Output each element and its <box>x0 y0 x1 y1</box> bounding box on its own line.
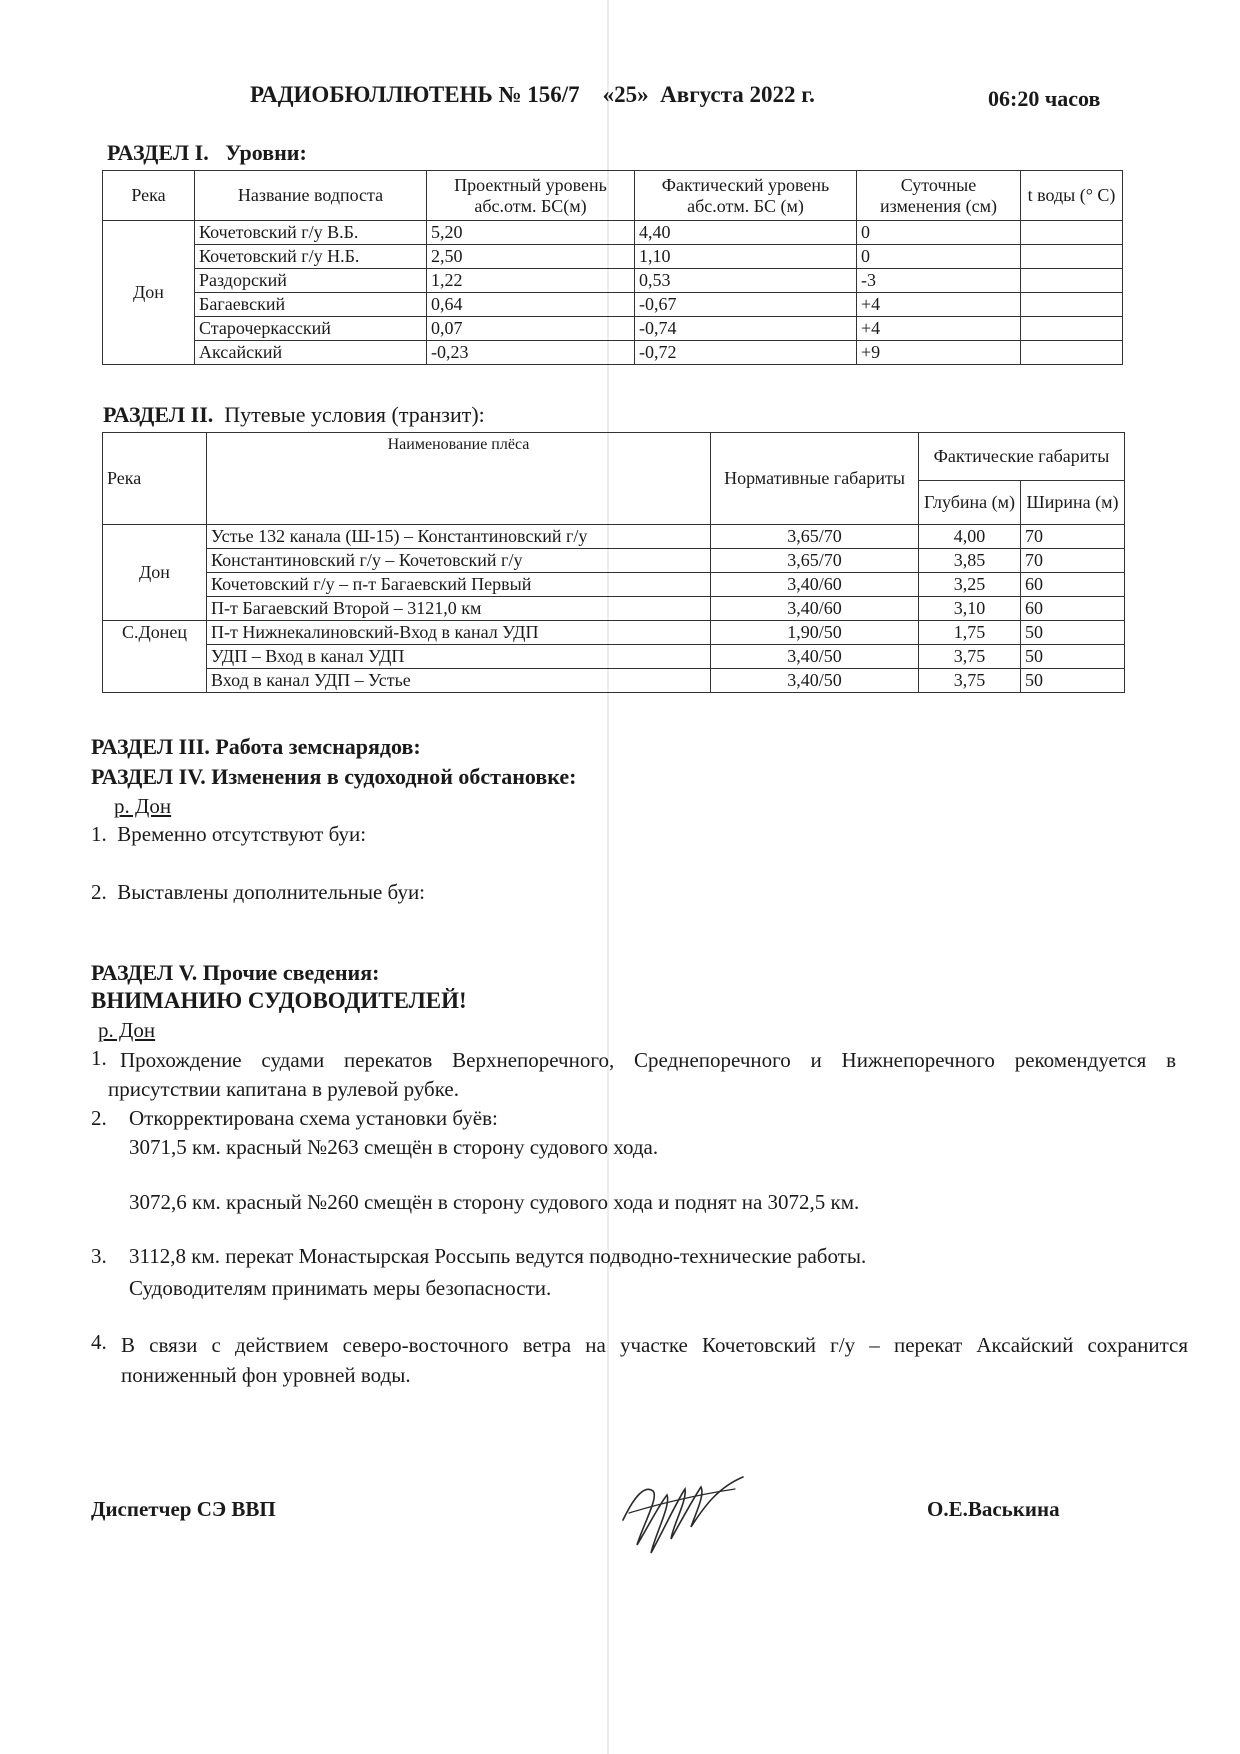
change-cell: -3 <box>857 269 1021 293</box>
table-row <box>103 221 1123 245</box>
norm-cell: 3,65/70 <box>711 525 919 549</box>
col-daily-change: Суточные изменения (см) <box>857 171 1021 221</box>
width-cell: 50 <box>1021 645 1125 669</box>
table-row <box>103 293 1123 317</box>
section2-label: РАЗДЕЛ II. <box>103 402 214 427</box>
col-project-level: Проектный уровень абс.отм. БС(м) <box>427 171 635 221</box>
reach-cell: Вход в канал УДП – Устье <box>207 669 711 693</box>
actual-cell: -0,72 <box>635 341 857 365</box>
temp-cell <box>1021 221 1123 245</box>
width-cell: 70 <box>1021 525 1125 549</box>
section5-heading: РАЗДЕЛ V. Прочие сведения: <box>91 960 380 985</box>
section5-item2-text: Откорректирована схема установки буёв: <box>129 1106 498 1130</box>
post-cell: Багаевский <box>195 293 427 317</box>
section5-river: р. Дон <box>98 1018 156 1042</box>
transit-table <box>102 432 1125 693</box>
col-post-name: Название водпоста <box>195 171 427 221</box>
section5-item4-num: 4. <box>91 1330 107 1354</box>
table-row <box>103 341 1123 365</box>
project-cell: 0,07 <box>427 317 635 341</box>
post-cell: Аксайский <box>195 341 427 365</box>
attention-heading: ВНИМАНИЮ СУДОВОДИТЕЛЕЙ! <box>91 988 467 1013</box>
change-cell: 0 <box>857 245 1021 269</box>
depth-cell: 3,25 <box>919 573 1021 597</box>
section1-title: Уровни: <box>225 140 307 165</box>
reach-cell: Константиновский г/у – Кочетовский г/у <box>207 549 711 573</box>
section5-item3-text: 3112,8 км. перекат Монастырская Россыпь ведутся подводно-технические работы. <box>129 1244 867 1268</box>
norm-cell: 3,40/60 <box>711 597 919 621</box>
table-row <box>103 669 1125 693</box>
reach-cell: Кочетовский г/у – п-т Багаевский Первый <box>207 573 711 597</box>
depth-cell: 1,75 <box>919 621 1021 645</box>
buoy-line-2: 3072,6 км. красный №260 смещён в сторону судового хода и поднят на 3072,5 км. <box>129 1190 860 1214</box>
section3-heading: РАЗДЕЛ III. Работа земснарядов: <box>91 734 421 759</box>
project-cell: -0,23 <box>427 341 635 365</box>
project-cell: 5,20 <box>427 221 635 245</box>
section2-heading <box>103 402 485 428</box>
project-cell: 2,50 <box>427 245 635 269</box>
section1-heading <box>107 140 307 166</box>
section5-item1-text: Прохождение судами перекатов Верхнепоречного, Среднепоречного и Нижнепоречного рекомендуется в присутствии капитана в рулевой рубке. <box>108 1048 1176 1101</box>
section2-title: Путевые условия (транзит): <box>224 402 485 427</box>
section5-item2-num: 2. <box>91 1106 107 1130</box>
river-cell: Дон <box>103 525 207 621</box>
handwritten-signature <box>615 1465 750 1560</box>
width-cell: 50 <box>1021 621 1125 645</box>
bulletin-time: 06:20 часов <box>988 86 1101 111</box>
bulletin-title: РАДИОБЮЛЛЮТЕНЬ № 156/7 «25» Августа 2022 г. <box>250 82 815 107</box>
bulletin-header <box>0 82 1240 118</box>
reach-cell: Устье 132 канала (Ш-15) – Константиновский г/у <box>207 525 711 549</box>
change-cell: +9 <box>857 341 1021 365</box>
project-cell: 0,64 <box>427 293 635 317</box>
col-river: Река <box>103 171 195 221</box>
post-cell: Раздорский <box>195 269 427 293</box>
table-row <box>103 317 1123 341</box>
post-cell: Старочеркасский <box>195 317 427 341</box>
table-row <box>103 645 1125 669</box>
col-river: Река <box>103 433 207 525</box>
post-cell: Кочетовский г/у Н.Б. <box>195 245 427 269</box>
reach-cell: УДП – Вход в канал УДП <box>207 645 711 669</box>
depth-cell: 3,75 <box>919 645 1021 669</box>
actual-cell: -0,67 <box>635 293 857 317</box>
table-row <box>103 525 1125 549</box>
col-width: Ширина (м) <box>1021 481 1125 525</box>
width-cell: 50 <box>1021 669 1125 693</box>
change-cell: +4 <box>857 317 1021 341</box>
section4-heading: РАЗДЕЛ IV. Изменения в судоходной обстановке: <box>91 764 577 789</box>
actual-cell: -0,74 <box>635 317 857 341</box>
norm-cell: 1,90/50 <box>711 621 919 645</box>
dispatcher-name: О.Е.Васькина <box>927 1497 1060 1521</box>
col-reach: Наименование плёса <box>207 433 711 525</box>
norm-cell: 3,40/50 <box>711 645 919 669</box>
river-cell: Дон <box>103 221 195 365</box>
table-row <box>103 245 1123 269</box>
temp-cell <box>1021 269 1123 293</box>
reach-cell: П-т Нижнекалиновский-Вход в канал УДП <box>207 621 711 645</box>
actual-cell: 4,40 <box>635 221 857 245</box>
norm-cell: 3,65/70 <box>711 549 919 573</box>
depth-cell: 3,10 <box>919 597 1021 621</box>
section5-item4-text: В связи с действием северо-восточного ветра на участке Кочетовский г/у – перекат Аксайский сохранится пониженный фон уровней воды. <box>121 1333 1188 1387</box>
buoy-line-1: 3071,5 км. красный №263 смещён в сторону судового хода. <box>129 1135 659 1159</box>
col-water-temp: t воды (° С) <box>1021 171 1123 221</box>
actual-cell: 1,10 <box>635 245 857 269</box>
change-cell: +4 <box>857 293 1021 317</box>
section4-item1: 1. Временно отсутствуют буи: <box>91 822 367 846</box>
table-row <box>103 597 1125 621</box>
norm-cell: 3,40/60 <box>711 573 919 597</box>
width-cell: 70 <box>1021 549 1125 573</box>
table-row <box>103 573 1125 597</box>
change-cell: 0 <box>857 221 1021 245</box>
reach-cell: П-т Багаевский Второй – 3121,0 км <box>207 597 711 621</box>
col-norm-dims: Нормативные габариты <box>711 433 919 525</box>
temp-cell <box>1021 245 1123 269</box>
depth-cell: 4,00 <box>919 525 1021 549</box>
depth-cell: 3,75 <box>919 669 1021 693</box>
depth-cell: 3,85 <box>919 549 1021 573</box>
actual-cell: 0,53 <box>635 269 857 293</box>
col-actual-dims: Фактические габариты <box>919 433 1125 481</box>
section5-item1-num: 1. <box>91 1046 107 1070</box>
levels-table <box>102 170 1123 365</box>
col-actual-level: Фактический уровень абс.отм. БС (м) <box>635 171 857 221</box>
temp-cell <box>1021 293 1123 317</box>
section4-item2: 2. Выставлены дополнительные буи: <box>91 880 426 904</box>
section4-river: р. Дон <box>114 794 172 818</box>
temp-cell <box>1021 341 1123 365</box>
dispatcher-position: Диспетчер СЭ ВВП <box>91 1497 276 1521</box>
width-cell: 60 <box>1021 597 1125 621</box>
river-cell: С.Донец <box>103 621 207 693</box>
col-depth: Глубина (м) <box>919 481 1021 525</box>
table-row <box>103 269 1123 293</box>
project-cell: 1,22 <box>427 269 635 293</box>
table-row <box>103 549 1125 573</box>
section1-label: РАЗДЕЛ I. <box>107 140 209 165</box>
section5-item3-num: 3. <box>91 1244 107 1268</box>
post-cell: Кочетовский г/у В.Б. <box>195 221 427 245</box>
table-row <box>103 621 1125 645</box>
temp-cell <box>1021 317 1123 341</box>
norm-cell: 3,40/50 <box>711 669 919 693</box>
section5-item3-line2: Судоводителям принимать меры безопасности. <box>129 1276 552 1300</box>
width-cell: 60 <box>1021 573 1125 597</box>
